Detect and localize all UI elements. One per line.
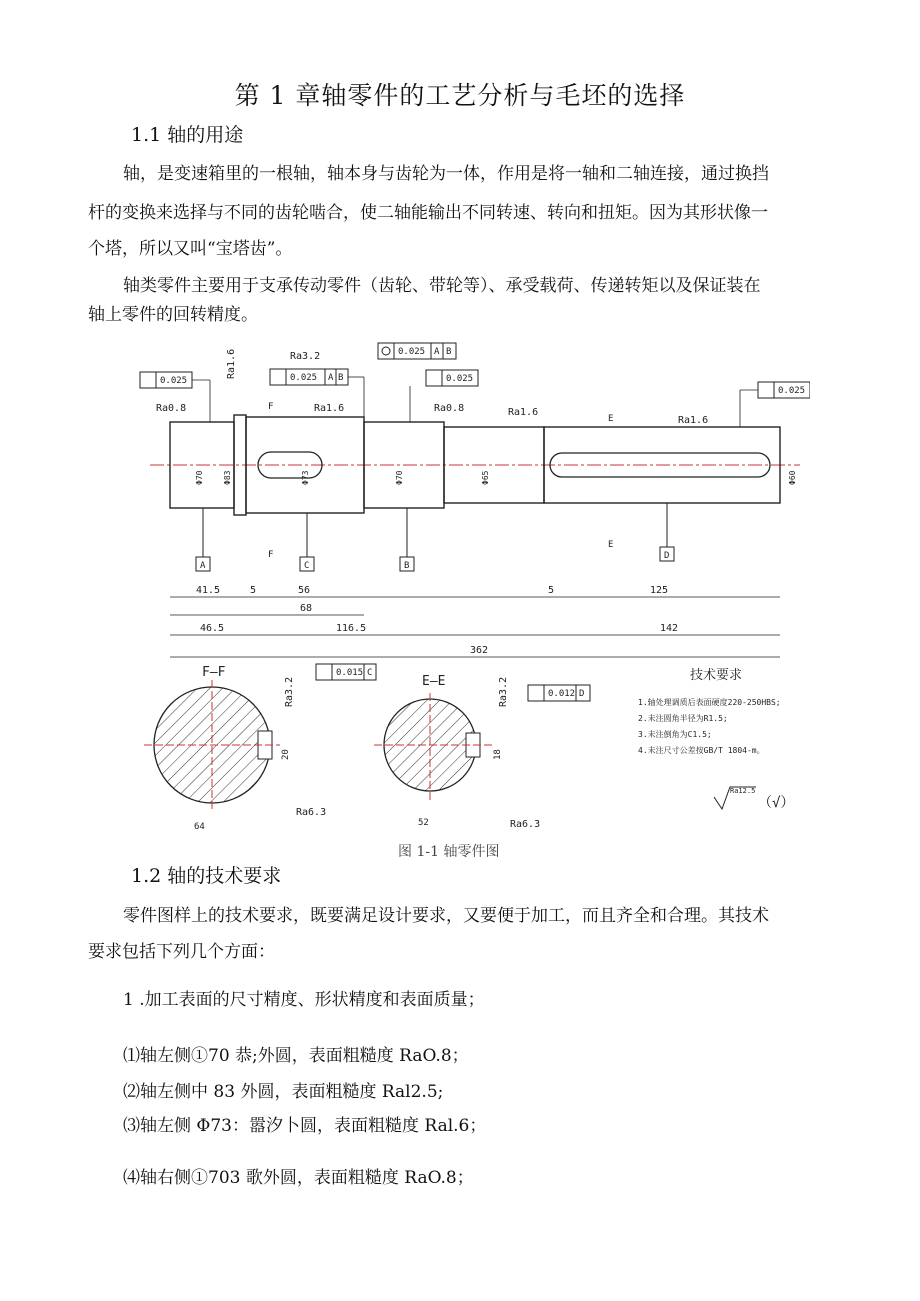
svg-text:64: 64 [194,822,205,832]
dim-5: 5 [548,585,555,596]
svg-text:A: A [434,347,440,357]
dia-65: Φ65 [481,470,490,485]
svg-text:A: A [200,561,206,571]
svg-text:52: 52 [418,818,429,828]
svg-text:B: B [338,373,344,383]
svg-text:0.025: 0.025 [778,386,806,396]
svg-text:技术要求: 技术要求 [690,668,743,683]
svg-text:Ra6.3: Ra6.3 [296,807,327,818]
svg-text:B: B [404,561,410,571]
svg-text:E: E [608,414,614,424]
roughness-ra3-2: Ra3.2 [290,351,321,362]
list-heading: 1 .加工表面的尺寸精度、形状精度和表面质量； [123,990,485,1010]
list-item: ⑶轴左侧 Φ73：嚣汐卜圆，表面粗糙度 Ral.6； [123,1116,487,1136]
tech-requirements [638,667,794,811]
list-item: ⑷轴右侧①703 歌外圆，表面粗糙度 RaO.8； [123,1168,474,1188]
dim-125: 125 [650,585,669,596]
paragraph-line: 轴类零件主要用于支承传动零件（齿轮、带轮等）、承受载荷、传递转矩以及保证装在 [123,276,761,296]
roughness-ra1-6: Ra1.6 [678,415,709,426]
paragraph-line: 轴，是变速箱里的一根轴，轴本身与齿轮为一体，作用是将一轴和二轴连接，通过换挡 [123,164,769,184]
tolerance-frames [140,343,810,398]
dim-362: 362 [470,645,489,656]
dim-56: 56 [298,585,311,596]
svg-text:Ra3.2: Ra3.2 [498,676,509,707]
svg-text:0.025: 0.025 [290,373,318,383]
svg-text:（√）: （√） [758,795,795,811]
svg-text:0.015: 0.015 [336,668,364,678]
svg-text:C: C [367,668,373,678]
svg-text:C: C [304,561,310,571]
svg-text:D: D [664,551,670,561]
dim-41-5: 41.5 [196,585,221,596]
section-heading-1-1: 1.1 轴的用途 [131,124,244,146]
svg-text:1.轴处理调质后表面硬度220-250HBS;: 1.轴处理调质后表面硬度220-250HBS; [638,698,781,707]
dia-73: Φ73 [301,470,310,485]
dim-116-5: 116.5 [336,623,367,634]
svg-text:D: D [579,689,585,699]
svg-text:F: F [268,550,274,560]
dim-46-5: 46.5 [200,623,225,634]
svg-text:Ra6.3: Ra6.3 [510,819,541,830]
paragraph-line: 个塔，所以又叫“宝塔齿”。 [88,239,293,259]
svg-text:0.025: 0.025 [398,347,426,357]
svg-text:18: 18 [493,749,503,760]
list-item: ⑵轴左侧中 83 外圆，表面粗糙度 Ral2.5; [123,1082,444,1102]
svg-text:F–F: F–F [202,665,226,680]
page-title: 第 1 章轴零件的工艺分析与毛坯的选择 [234,81,686,110]
paragraph-line: 要求包括下列几个方面： [88,942,275,962]
svg-text:E–E: E–E [422,674,446,689]
dia-83: Φ83 [223,470,232,485]
paragraph-line: 杆的变换来选择与不同的齿轮啮合，使二轴能输出不同转速、转向和扭矩。因为其形状像一 [88,203,768,223]
section-ff [144,664,376,832]
roughness-ra0-8: Ra0.8 [434,403,465,414]
list-item: ⑴轴左侧①70 恭;外圆，表面粗糙度 RaO.8； [123,1046,469,1066]
paragraph-line: 零件图样上的技术要求，既要满足设计要求，又要便于加工，而且齐全和合理。其技术 [123,906,769,926]
dia-70-right: Φ70 [395,470,404,485]
svg-text:E: E [608,540,614,550]
dim-5: 5 [250,585,257,596]
svg-text:F: F [268,402,274,412]
dia-70-left: Φ70 [195,470,204,485]
section-ee [374,674,590,830]
svg-text:20: 20 [281,749,291,760]
svg-text:3.未注倒角为C1.5;: 3.未注倒角为C1.5; [638,730,712,739]
svg-text:Ra12.5: Ra12.5 [730,787,756,795]
svg-text:2.未注圆角半径为R1.5;: 2.未注圆角半径为R1.5; [638,714,728,723]
svg-text:0.025: 0.025 [446,374,474,384]
shaft-drawing [130,335,810,835]
svg-text:Ra3.2: Ra3.2 [284,676,295,707]
svg-text:0.025: 0.025 [160,376,188,386]
roughness-ra1-6: Ra1.6 [508,407,539,418]
svg-text:A: A [328,373,334,383]
svg-text:0.012: 0.012 [548,689,576,699]
roughness-ra1-6: Ra1.6 [314,403,345,414]
paragraph-line: 轴上零件的回转精度。 [88,305,258,325]
roughness-ra0-8: Ra0.8 [156,403,187,414]
svg-text:B: B [446,347,452,357]
section-heading-1-2: 1.2 轴的技术要求 [131,865,282,887]
figure-caption: 图 1-1 轴零件图 [398,844,500,860]
dim-142: 142 [660,623,679,634]
dim-68: 68 [300,603,313,614]
dia-60: Φ60 [788,470,797,485]
svg-text:4.未注尺寸公差按GB/T 1804-m。: 4.未注尺寸公差按GB/T 1804-m。 [638,746,765,755]
roughness-ra1-6: Ra1.6 [226,348,237,379]
